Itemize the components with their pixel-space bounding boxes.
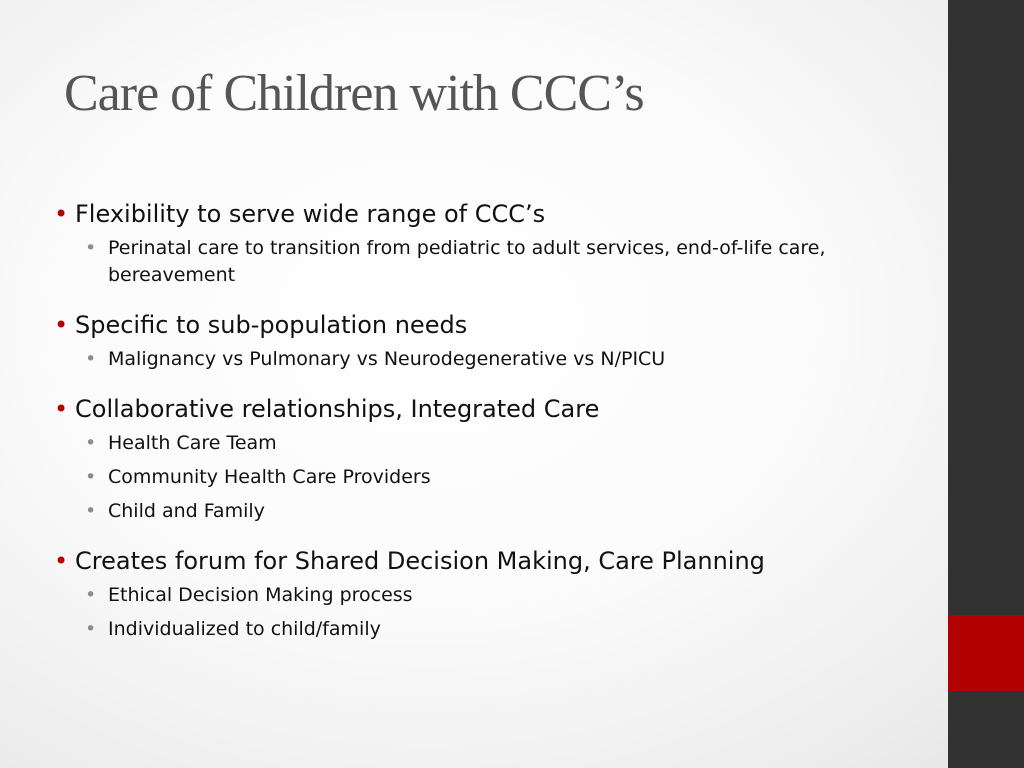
sub-bullet-dot-icon: • <box>85 432 97 454</box>
bullet-item <box>54 196 934 232</box>
bullet-text: Creates forum for Shared Decision Making, Care Planning <box>75 547 765 575</box>
bullet-group <box>54 543 934 647</box>
sub-bullet-item <box>54 461 934 495</box>
sub-bullet-dot-icon: • <box>85 618 97 640</box>
sub-bullet-text: Health Care Team <box>108 432 277 454</box>
sub-bullet-dot-icon: • <box>85 584 97 606</box>
decorative-accent-block <box>948 615 1024 691</box>
slide-title: Care of Children with CCC’s <box>64 65 644 122</box>
sub-bullet-text: Perinatal care to transition from pediatric to adult services, end-of-life care, bereavement <box>108 237 826 286</box>
sub-bullet-dot-icon: • <box>85 500 97 522</box>
bullet-group <box>54 391 934 529</box>
sub-bullet-item <box>54 495 934 529</box>
bullet-item <box>54 391 934 427</box>
sub-bullet-text: Individualized to child/family <box>108 618 381 640</box>
sub-bullet-item <box>54 613 934 647</box>
sub-bullet-text: Malignancy vs Pulmonary vs Neurodegenerative vs N/PICU <box>108 348 666 370</box>
bullet-dot-icon: • <box>54 311 69 339</box>
bullet-dot-icon: • <box>54 547 69 575</box>
bullet-text: Collaborative relationships, Integrated Care <box>75 395 600 423</box>
bullet-item <box>54 307 934 343</box>
sub-bullet-item <box>54 579 934 613</box>
bullet-item <box>54 543 934 579</box>
bullet-group <box>54 196 934 293</box>
sub-bullet-dot-icon: • <box>85 348 97 370</box>
bullet-list <box>54 196 934 661</box>
bullet-text: Specific to sub-population needs <box>75 311 468 339</box>
sub-bullet-item <box>54 427 934 461</box>
bullet-dot-icon: • <box>54 200 69 228</box>
sub-bullet-dot-icon: • <box>85 237 97 259</box>
sub-bullet-item <box>54 232 934 293</box>
bullet-text: Flexibility to serve wide range of CCC’s <box>75 200 546 228</box>
sub-bullet-item <box>54 343 934 377</box>
sub-bullet-dot-icon: • <box>85 466 97 488</box>
bullet-dot-icon: • <box>54 395 69 423</box>
sub-bullet-text: Child and Family <box>108 500 265 522</box>
bullet-group <box>54 307 934 377</box>
sub-bullet-text: Ethical Decision Making process <box>108 584 413 606</box>
sub-bullet-text: Community Health Care Providers <box>108 466 431 488</box>
